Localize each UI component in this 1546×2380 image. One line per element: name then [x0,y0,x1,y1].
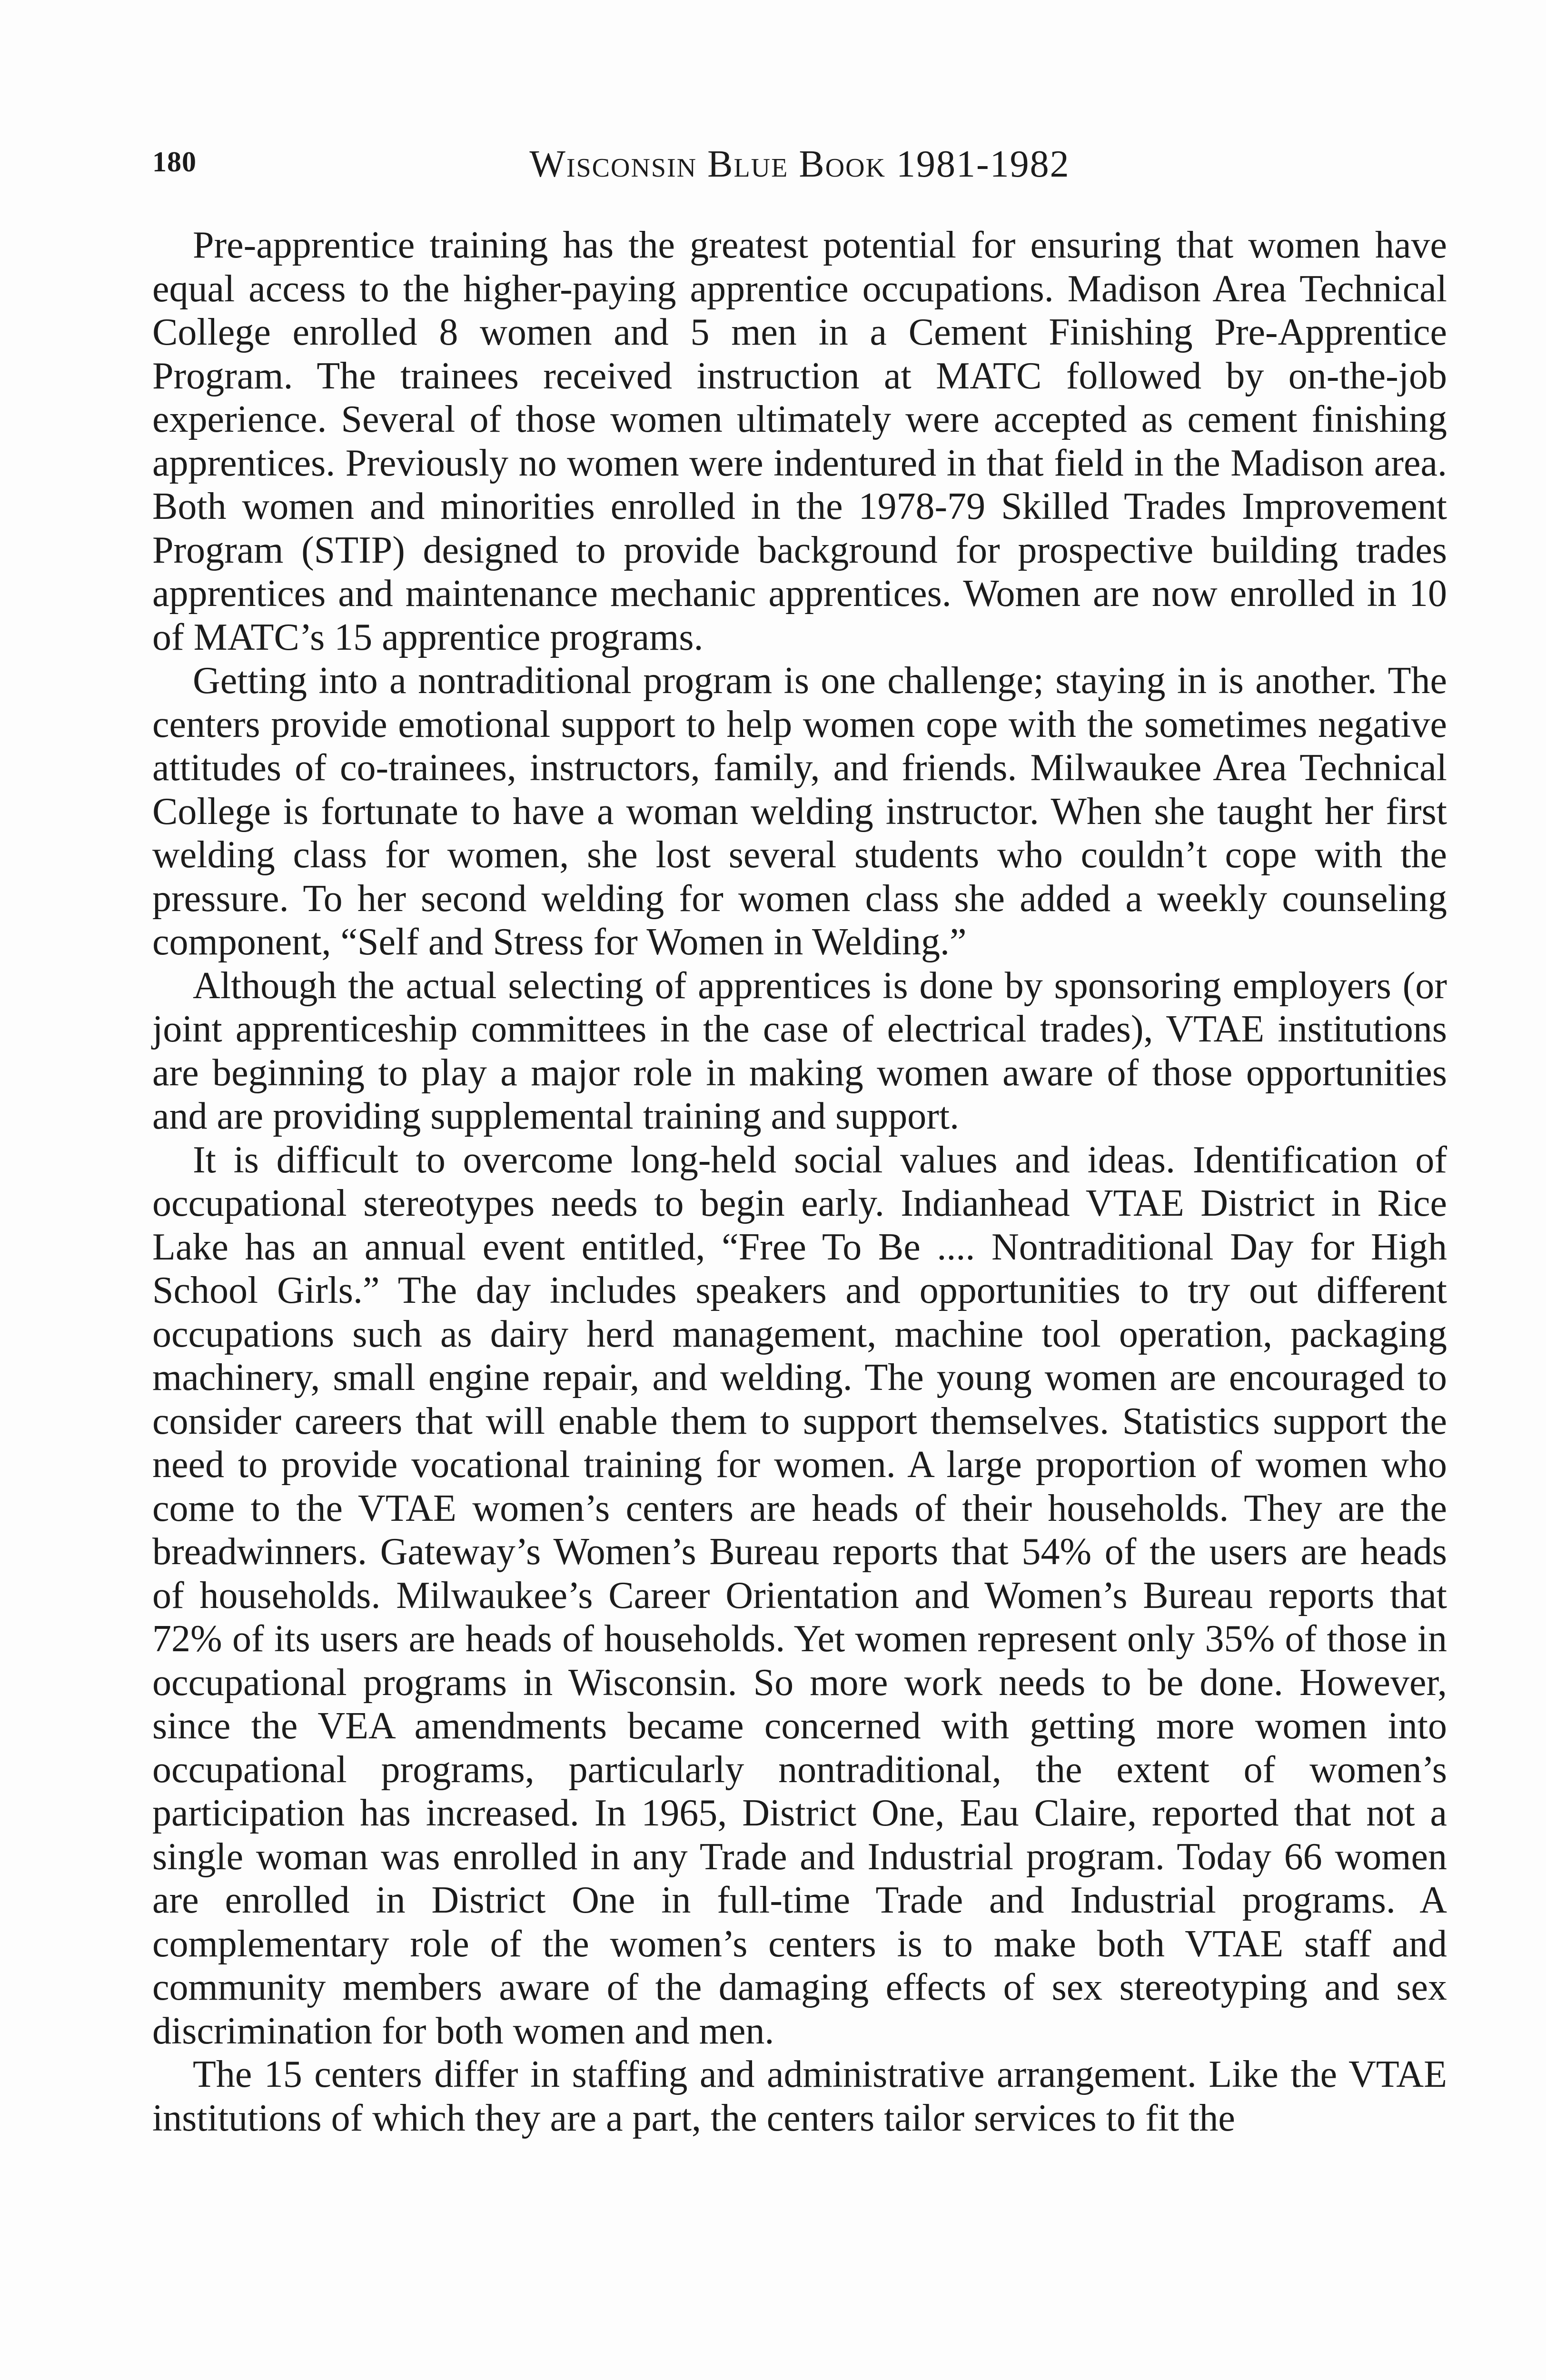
paragraph-pre-apprentice: Pre-apprentice training has the greatest potential for ensuring that women have equal access to the higher-paying apprentice occupations. Madison Area Technical College enrolled 8 women and 5 men in a Cement Finishing Pre-Apprentice Program. The trainees received instruction at MATC followed by on-the-job experience. Several of those women ultimately were accepted as cement finishing apprentices. Previously no women were indentured in that field in the Madison area. Both women and minorities enrolled in the 1978-79 Skilled Trades Improvement Program (STIP) designed to provide background for prospective building trades apprentices and maintenance mechanic apprentices. Women are now enrolled in 10 of MATC’s 15 apprentice programs. [152,224,1447,658]
paragraph-nontraditional-program: Getting into a nontraditional program is one challenge; staying in is another. The centers provide emotional support to help women cope with the sometimes negative attitudes of co-trainees, instructors, family, and friends. Milwaukee Area Technical College is fortunate to have a woman welding instructor. When she taught her first welding class for women, she lost several students who couldn’t cope with the pressure. To her second welding for women class she added a weekly counseling component, “Self and Stress for Women in Welding.” [152,660,1447,963]
running-title: Wisconsin Blue Book 1981-1982 [529,143,1070,185]
page-number: 180 [152,146,197,178]
paragraph-selecting-apprentices: Although the actual selecting of apprentices is done by sponsoring employers (or joint apprenticeship committees in the case of electrical trades), VTAE institutions are beginning to play a major role in making women aware of those opportunities and are providing supplemental training and support. [152,964,1447,1137]
running-header [152,143,1447,186]
paragraph-occupational-stereotypes: It is difficult to overcome long-held social values and ideas. Identification of occupational stereotypes needs to begin early. Indianhead VTAE District in Rice Lake has an annual event entitled, “Free To Be .... Nontraditional Day for High School Girls.” The day includes speakers and opportunities to try out different occupations such as dairy herd management, machine tool operation, packaging machinery, small engine repair, and welding. The young women are encouraged to consider careers that will enable them to support themselves. Statistics support the need to provide vocational training for women. A large proportion of women who come to the VTAE women’s centers are heads of their households. They are the breadwinners. Gateway’s Women’s Bureau reports that 54% of the users are heads of households. Milwaukee’s Career Orientation and Women’s Bureau reports that 72% of its users are heads of households. Yet women represent only 35% of those in occupational programs in Wisconsin. So more work needs to be done. However, since the VEA amendments became concerned with getting more women into occupational programs, particularly nontraditional, the extent of women’s participation has increased. In 1965, District One, Eau Claire, reported that not a single woman was enrolled in any Trade and Industrial program. Today 66 women are enrolled in District One in full-time Trade and Industrial programs. A complementary role of the women’s centers is to make both VTAE staff and community members aware of the damaging effects of sex stereotyping and sex discrimination for both women and men. [152,1139,1447,2052]
paragraph-centers-differ: The 15 centers differ in staffing and administrative arrangement. Like the VTAE institutions of which they are a part, the centers tailor services to fit the [152,2053,1447,2139]
body-text [152,224,1447,2140]
